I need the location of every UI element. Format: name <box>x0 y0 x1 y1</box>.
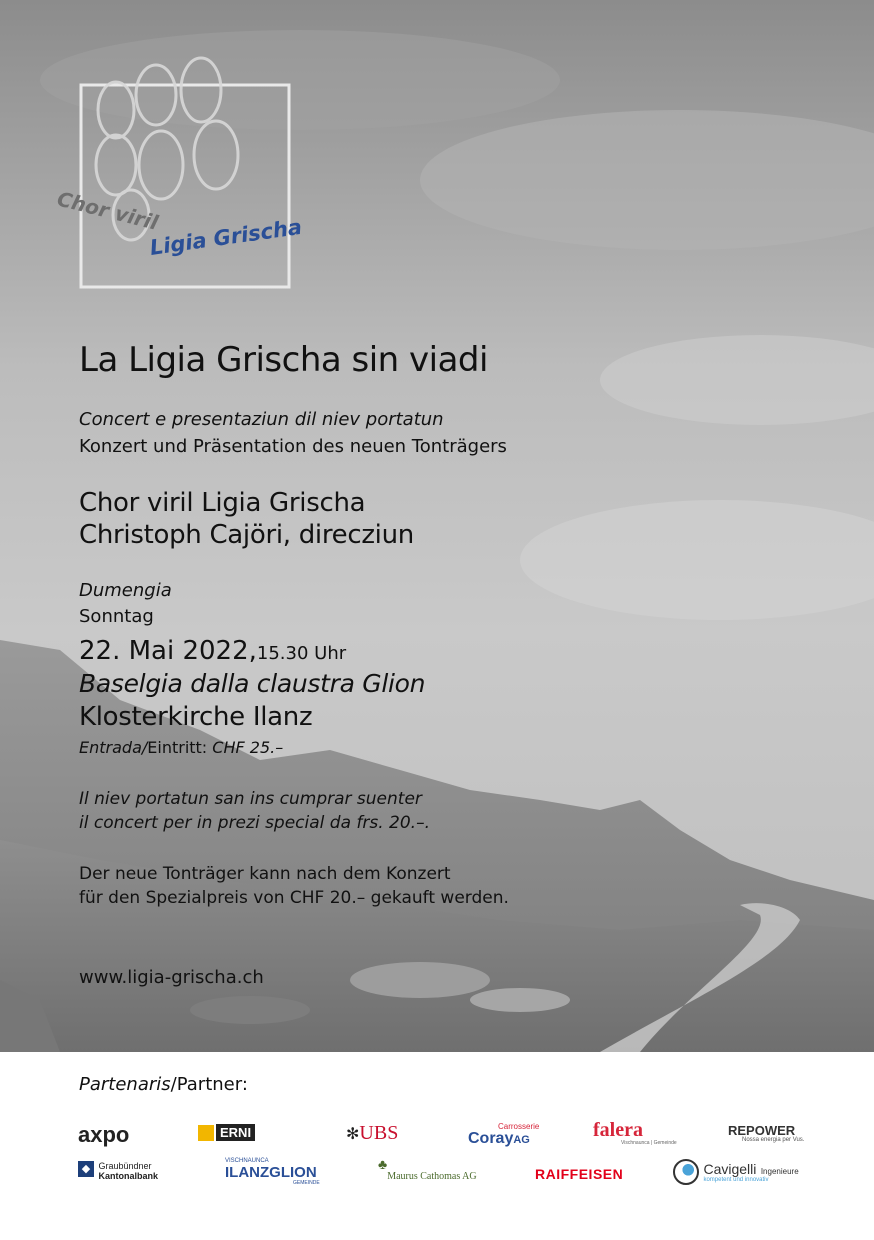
cavigelli-logo[interactable]: Cavigelli Ingenieure kompetent und innovativ <box>673 1159 799 1185</box>
subtitle-romansh: Concert e presentaziun dil niev portatun <box>79 409 444 430</box>
day-romansh: Dumengia <box>79 580 172 601</box>
ubs-logo[interactable]: ✻UBS <box>346 1122 399 1144</box>
note-german-line1: Der neue Tonträger kann nach dem Konzert <box>79 864 451 884</box>
note-german-line2: für den Spezialpreis von CHF 20.– gekauft werden. <box>79 888 509 908</box>
ilanz-glion-logo[interactable]: VISCHNAUNCA ILANZGLION GEMEINDE <box>225 1158 320 1186</box>
erni-mark-icon <box>198 1125 214 1141</box>
date-time <box>79 636 346 666</box>
page-title: La Ligia Grischa sin viadi <box>79 340 488 380</box>
choir-name: Chor viril Ligia Grischa <box>79 488 366 518</box>
partners-label-romansh: Partenaris <box>79 1074 171 1095</box>
gkb-mark-icon: ◆ <box>78 1161 94 1177</box>
venue-german: Klosterkirche Ilanz <box>79 702 313 732</box>
entry-label-romansh: Entrada/ <box>79 738 148 757</box>
axpo-logo[interactable]: axpo <box>78 1122 130 1147</box>
erni-logo[interactable]: ERNI <box>198 1124 255 1142</box>
cavigelli-circle-icon <box>673 1159 699 1185</box>
subtitle-german: Konzert und Präsentation des neuen Tonträgers <box>79 436 507 457</box>
partners-label: Partenaris/Partner: <box>79 1074 248 1095</box>
repower-logo[interactable]: REPOWER Nossa energia per Vus. <box>728 1123 805 1143</box>
day-german: Sonntag <box>79 606 154 627</box>
choir-faces-logo-icon <box>56 55 316 295</box>
ubs-keys-icon: ✻ <box>346 1126 360 1143</box>
logo-text-grey: Chor viril <box>56 186 161 235</box>
note-romansh-line2: il concert per in prezi special da frs. 20.–. <box>79 813 430 833</box>
entry-label-german: Eintritt: <box>147 738 208 757</box>
logo-text-blue: Ligia Grischa <box>148 214 304 260</box>
venue-romansh: Baselgia dalla claustra Glion <box>79 669 426 698</box>
falera-logo[interactable]: falera Vischnaunca | Gemeinde <box>593 1119 677 1146</box>
cathomas-tree-icon: ♣ <box>378 1158 388 1173</box>
partners-label-german: Partner: <box>176 1074 248 1095</box>
entry-price: CHF 25.– <box>212 738 284 757</box>
coray-logo[interactable]: Carrosserie CorayAG <box>468 1122 540 1147</box>
entry-fee <box>79 738 283 757</box>
event-date: 22. Mai 2022, <box>79 636 257 666</box>
website-link[interactable]: www.ligia-grischa.ch <box>79 967 264 988</box>
director-name: Christoph Cajöri, direcziun <box>79 520 414 550</box>
choir-logo <box>56 55 316 295</box>
gkb-logo[interactable]: ◆ Graubündner Kantonalbank <box>78 1161 158 1181</box>
event-time: 15.30 Uhr <box>256 643 347 664</box>
note-romansh-line1: Il niev portatun san ins cumprar suenter <box>79 789 422 809</box>
raiffeisen-logo[interactable]: RAIFFEISEN <box>535 1166 624 1182</box>
cathomas-logo[interactable]: ♣Maurus Cathomas AG <box>378 1158 477 1182</box>
